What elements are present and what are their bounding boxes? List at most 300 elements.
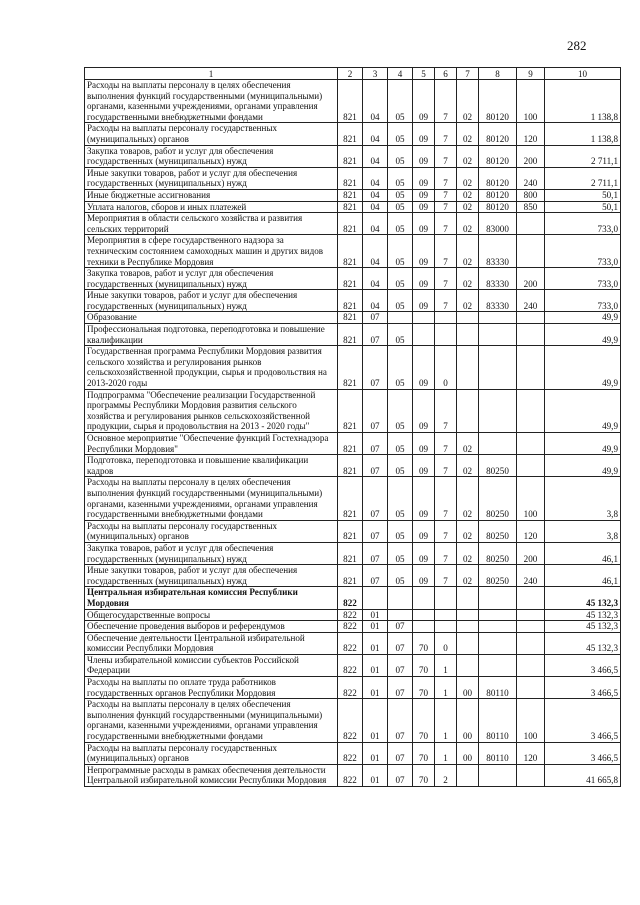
measure-cell: 02 (457, 433, 479, 455)
expense-type-cell: 100 (517, 699, 545, 742)
measure-cell: 00 (457, 699, 479, 742)
amount-cell: 49,9 (545, 455, 621, 477)
column-header-7: 7 (457, 68, 479, 80)
table-row (85, 268, 621, 290)
table-row (85, 201, 621, 213)
program-cell: 09 (413, 542, 435, 564)
column-header-9: 9 (517, 68, 545, 80)
name-cell: Основное мероприятие "Обеспечение функций Гостехнадзора Республики Мордовия" (85, 433, 338, 455)
amount-cell: 733,0 (545, 268, 621, 290)
admin-code-cell: 821 (338, 123, 363, 145)
program-cell: 70 (413, 677, 435, 699)
measure-cell: 02 (457, 542, 479, 564)
direction-cell (479, 312, 517, 324)
table-row (85, 213, 621, 235)
admin-code-cell: 822 (338, 764, 363, 786)
direction-cell (479, 433, 517, 455)
program-cell (413, 609, 435, 621)
name-cell: Обеспечение проведения выборов и референдумов (85, 621, 338, 633)
admin-code-cell: 821 (338, 80, 363, 123)
table-row (85, 235, 621, 268)
expense-type-cell (517, 654, 545, 676)
table-row (85, 677, 621, 699)
name-cell: Члены избирательной комиссии субъектов Российской Федерации (85, 654, 338, 676)
table-row (85, 621, 621, 633)
direction-cell: 80120 (479, 145, 517, 167)
name-cell: Подпрограмма "Обеспечение реализации Государственной программы Республики Мордовия развития сельского хозяйства и регулирования рынков сельскохозяйственной продукции, сырья и продовольствия на 2013 - 2020 годы" (85, 389, 338, 432)
section-cell: 07 (363, 455, 388, 477)
expense-type-cell (517, 764, 545, 786)
measure-cell: 02 (457, 520, 479, 542)
program-cell: 09 (413, 145, 435, 167)
amount-cell: 733,0 (545, 290, 621, 312)
direction-cell (479, 346, 517, 389)
subprogram-cell: 7 (435, 213, 457, 235)
expense-type-cell: 240 (517, 167, 545, 189)
table-row (85, 346, 621, 389)
direction-cell: 80120 (479, 80, 517, 123)
admin-code-cell: 821 (338, 433, 363, 455)
section-cell: 04 (363, 189, 388, 201)
admin-code-cell: 821 (338, 455, 363, 477)
section-cell: 01 (363, 609, 388, 621)
admin-code-cell: 821 (338, 565, 363, 587)
amount-cell: 45 132,3 (545, 609, 621, 621)
measure-cell (457, 312, 479, 324)
amount-cell: 3,8 (545, 520, 621, 542)
amount-cell: 49,9 (545, 433, 621, 455)
direction-cell: 80120 (479, 123, 517, 145)
program-cell: 70 (413, 654, 435, 676)
program-cell (413, 621, 435, 633)
name-cell: Иные бюджетные ассигнования (85, 189, 338, 201)
name-cell: Мероприятия в области сельского хозяйства и развития сельских территорий (85, 213, 338, 235)
measure-cell: 02 (457, 189, 479, 201)
column-header-5: 5 (413, 68, 435, 80)
amount-cell: 46,1 (545, 542, 621, 564)
program-cell: 09 (413, 80, 435, 123)
direction-cell: 80250 (479, 565, 517, 587)
measure-cell: 02 (457, 80, 479, 123)
subprogram-cell: 1 (435, 654, 457, 676)
table-row (85, 632, 621, 654)
name-cell: Мероприятия в сфере государственного надзора за техническим состоянием самоходных машин и других видов техники в Республике Мордовия (85, 235, 338, 268)
expense-type-cell (517, 621, 545, 633)
subprogram-cell: 7 (435, 268, 457, 290)
amount-cell: 49,9 (545, 312, 621, 324)
name-cell: Закупка товаров, работ и услуг для обеспечения государственных (муниципальных) нужд (85, 268, 338, 290)
section-cell: 07 (363, 312, 388, 324)
measure-cell (457, 609, 479, 621)
section-cell: 01 (363, 764, 388, 786)
expense-type-cell: 120 (517, 742, 545, 764)
subprogram-cell: 7 (435, 167, 457, 189)
table-row (85, 520, 621, 542)
measure-cell: 00 (457, 742, 479, 764)
table-row (85, 290, 621, 312)
program-cell (413, 587, 435, 609)
subprogram-cell (435, 587, 457, 609)
admin-code-cell: 821 (338, 520, 363, 542)
section-cell (363, 587, 388, 609)
program-cell (413, 324, 435, 346)
expense-type-cell (517, 389, 545, 432)
subsection-cell: 07 (388, 632, 413, 654)
subsection-cell: 07 (388, 677, 413, 699)
amount-cell: 733,0 (545, 235, 621, 268)
name-cell: Непрограммные расходы в рамках обеспечения деятельности Центральной избирательной комиссии Республики Мордовия (85, 764, 338, 786)
name-cell: Закупка товаров, работ и услуг для обеспечения государственных (муниципальных) нужд (85, 542, 338, 564)
section-cell: 04 (363, 167, 388, 189)
subsection-cell: 05 (388, 433, 413, 455)
subsection-cell: 05 (388, 346, 413, 389)
name-cell: Уплата налогов, сборов и иных платежей (85, 201, 338, 213)
table-row (85, 433, 621, 455)
subsection-cell: 07 (388, 764, 413, 786)
column-header-1: 1 (85, 68, 338, 80)
measure-cell (457, 764, 479, 786)
direction-cell: 83000 (479, 213, 517, 235)
amount-cell: 41 665,8 (545, 764, 621, 786)
program-cell: 70 (413, 764, 435, 786)
subsection-cell: 05 (388, 235, 413, 268)
expense-type-cell: 850 (517, 201, 545, 213)
admin-code-cell: 821 (338, 145, 363, 167)
amount-cell: 3,8 (545, 477, 621, 520)
subprogram-cell (435, 621, 457, 633)
table-row (85, 80, 621, 123)
amount-cell: 3 466,5 (545, 699, 621, 742)
measure-cell (457, 389, 479, 432)
amount-cell: 49,9 (545, 346, 621, 389)
direction-cell (479, 654, 517, 676)
amount-cell: 46,1 (545, 565, 621, 587)
admin-code-cell: 822 (338, 587, 363, 609)
subsection-cell: 05 (388, 123, 413, 145)
measure-cell (457, 654, 479, 676)
direction-cell (479, 587, 517, 609)
admin-code-cell: 822 (338, 654, 363, 676)
expense-type-cell (517, 235, 545, 268)
subprogram-cell: 7 (435, 565, 457, 587)
subprogram-cell: 1 (435, 742, 457, 764)
program-cell: 09 (413, 433, 435, 455)
direction-cell: 80110 (479, 699, 517, 742)
table-row (85, 587, 621, 609)
name-cell: Расходы на выплаты персоналу в целях обеспечения выполнения функций государственными (муниципальными) органами, казенными учреждениями, органами управления государственными внебюджетными фондами (85, 477, 338, 520)
subprogram-cell: 7 (435, 201, 457, 213)
admin-code-cell: 821 (338, 201, 363, 213)
program-cell: 09 (413, 213, 435, 235)
direction-cell: 80110 (479, 742, 517, 764)
direction-cell: 80250 (479, 455, 517, 477)
program-cell: 70 (413, 632, 435, 654)
table-row (85, 123, 621, 145)
direction-cell: 80120 (479, 189, 517, 201)
amount-cell: 2 711,1 (545, 145, 621, 167)
section-cell: 04 (363, 213, 388, 235)
program-cell: 09 (413, 477, 435, 520)
admin-code-cell: 821 (338, 477, 363, 520)
subprogram-cell (435, 609, 457, 621)
measure-cell (457, 324, 479, 346)
subsection-cell: 05 (388, 324, 413, 346)
table-row (85, 324, 621, 346)
measure-cell: 02 (457, 213, 479, 235)
measure-cell: 02 (457, 477, 479, 520)
section-cell: 07 (363, 346, 388, 389)
section-cell: 07 (363, 433, 388, 455)
table-row (85, 477, 621, 520)
expense-type-cell: 120 (517, 123, 545, 145)
name-cell: Расходы на выплаты персоналу в целях обеспечения выполнения функций государственными (муниципальными) органами, казенными учреждениями, органами управления государственными внебюджетными фондами (85, 699, 338, 742)
admin-code-cell: 821 (338, 312, 363, 324)
admin-code-cell: 821 (338, 290, 363, 312)
subsection-cell: 05 (388, 290, 413, 312)
admin-code-cell: 821 (338, 346, 363, 389)
measure-cell: 02 (457, 455, 479, 477)
direction-cell: 83330 (479, 290, 517, 312)
admin-code-cell: 821 (338, 189, 363, 201)
subsection-cell: 07 (388, 742, 413, 764)
expense-type-cell: 100 (517, 477, 545, 520)
table-row (85, 145, 621, 167)
expense-type-cell (517, 455, 545, 477)
subsection-cell: 05 (388, 565, 413, 587)
admin-code-cell: 822 (338, 699, 363, 742)
budget-table (84, 67, 621, 787)
direction-cell: 80120 (479, 167, 517, 189)
column-header-10: 10 (545, 68, 621, 80)
section-cell: 04 (363, 201, 388, 213)
admin-code-cell: 822 (338, 609, 363, 621)
expense-type-cell: 200 (517, 145, 545, 167)
expense-type-cell: 800 (517, 189, 545, 201)
name-cell: Расходы на выплаты персоналу государственных (муниципальных) органов (85, 742, 338, 764)
subprogram-cell: 7 (435, 477, 457, 520)
name-cell: Иные закупки товаров, работ и услуг для обеспечения государственных (муниципальных) нужд (85, 290, 338, 312)
column-header-4: 4 (388, 68, 413, 80)
section-cell: 01 (363, 632, 388, 654)
column-header-8: 8 (479, 68, 517, 80)
table-row (85, 455, 621, 477)
name-cell: Расходы на выплаты по оплате труда работников государственных органов Республики Мордовия (85, 677, 338, 699)
amount-cell: 45 132,3 (545, 632, 621, 654)
subprogram-cell: 7 (435, 145, 457, 167)
direction-cell (479, 632, 517, 654)
column-header-3: 3 (363, 68, 388, 80)
expense-type-cell (517, 324, 545, 346)
amount-cell: 3 466,5 (545, 654, 621, 676)
section-cell: 01 (363, 654, 388, 676)
name-cell: Образование (85, 312, 338, 324)
section-cell: 07 (363, 324, 388, 346)
program-cell: 70 (413, 742, 435, 764)
admin-code-cell: 821 (338, 167, 363, 189)
section-cell: 07 (363, 565, 388, 587)
subprogram-cell: 1 (435, 677, 457, 699)
section-cell: 07 (363, 477, 388, 520)
measure-cell: 02 (457, 268, 479, 290)
subprogram-cell: 7 (435, 235, 457, 268)
program-cell: 09 (413, 455, 435, 477)
direction-cell: 83330 (479, 268, 517, 290)
program-cell: 09 (413, 290, 435, 312)
expense-type-cell: 240 (517, 565, 545, 587)
table-row (85, 654, 621, 676)
subprogram-cell: 2 (435, 764, 457, 786)
expense-type-cell (517, 677, 545, 699)
program-cell: 09 (413, 189, 435, 201)
expense-type-cell (517, 213, 545, 235)
admin-code-cell: 821 (338, 235, 363, 268)
section-cell: 04 (363, 235, 388, 268)
page-number: 282 (567, 38, 587, 53)
table-row (85, 189, 621, 201)
subprogram-cell: 1 (435, 699, 457, 742)
subsection-cell: 07 (388, 699, 413, 742)
admin-code-cell: 821 (338, 324, 363, 346)
program-cell (413, 312, 435, 324)
program-cell: 09 (413, 346, 435, 389)
admin-code-cell: 822 (338, 621, 363, 633)
expense-type-cell (517, 632, 545, 654)
amount-cell: 733,0 (545, 213, 621, 235)
measure-cell: 02 (457, 201, 479, 213)
direction-cell: 83330 (479, 235, 517, 268)
section-cell: 07 (363, 542, 388, 564)
table-row (85, 742, 621, 764)
column-header-2: 2 (338, 68, 363, 80)
table-row (85, 389, 621, 432)
section-cell: 07 (363, 389, 388, 432)
measure-cell: 02 (457, 565, 479, 587)
subprogram-cell: 7 (435, 389, 457, 432)
measure-cell (457, 346, 479, 389)
table-row (85, 542, 621, 564)
subsection-cell: 05 (388, 80, 413, 123)
direction-cell: 80250 (479, 477, 517, 520)
subsection-cell: 05 (388, 189, 413, 201)
amount-cell: 3 466,5 (545, 677, 621, 699)
subsection-cell: 07 (388, 654, 413, 676)
expense-type-cell: 240 (517, 290, 545, 312)
name-cell: Закупка товаров, работ и услуг для обеспечения государственных (муниципальных) нужд (85, 145, 338, 167)
subsection-cell: 05 (388, 477, 413, 520)
direction-cell (479, 764, 517, 786)
name-cell: Обеспечение деятельности Центральной избирательной комиссии Республики Мордовия (85, 632, 338, 654)
subprogram-cell: 7 (435, 290, 457, 312)
amount-cell: 50,1 (545, 189, 621, 201)
expense-type-cell (517, 433, 545, 455)
table-row (85, 764, 621, 786)
expense-type-cell: 100 (517, 80, 545, 123)
program-cell: 09 (413, 123, 435, 145)
section-cell: 07 (363, 520, 388, 542)
direction-cell: 80250 (479, 520, 517, 542)
admin-code-cell: 822 (338, 677, 363, 699)
name-cell: Профессиональная подготовка, переподготовка и повышение квалификации (85, 324, 338, 346)
admin-code-cell: 822 (338, 632, 363, 654)
admin-code-cell: 821 (338, 389, 363, 432)
subsection-cell: 05 (388, 542, 413, 564)
subsection-cell (388, 609, 413, 621)
subsection-cell: 05 (388, 145, 413, 167)
amount-cell: 3 466,5 (545, 742, 621, 764)
admin-code-cell: 821 (338, 542, 363, 564)
table-row (85, 167, 621, 189)
table-row (85, 609, 621, 621)
table-row (85, 699, 621, 742)
program-cell: 09 (413, 389, 435, 432)
section-cell: 04 (363, 290, 388, 312)
subsection-cell: 05 (388, 213, 413, 235)
expense-type-cell (517, 587, 545, 609)
amount-cell: 49,9 (545, 324, 621, 346)
measure-cell (457, 621, 479, 633)
name-cell: Общегосударственные вопросы (85, 609, 338, 621)
subprogram-cell: 0 (435, 346, 457, 389)
section-cell: 01 (363, 699, 388, 742)
measure-cell: 02 (457, 235, 479, 268)
subsection-cell: 05 (388, 201, 413, 213)
amount-cell: 50,1 (545, 201, 621, 213)
section-cell: 01 (363, 742, 388, 764)
table-row (85, 312, 621, 324)
subprogram-cell: 7 (435, 455, 457, 477)
direction-cell (479, 609, 517, 621)
direction-cell: 80120 (479, 201, 517, 213)
subsection-cell: 05 (388, 389, 413, 432)
subsection-cell: 05 (388, 167, 413, 189)
admin-code-cell: 821 (338, 213, 363, 235)
section-cell: 04 (363, 145, 388, 167)
subsection-cell: 07 (388, 621, 413, 633)
subprogram-cell: 7 (435, 80, 457, 123)
amount-cell: 1 138,8 (545, 123, 621, 145)
subprogram-cell: 7 (435, 123, 457, 145)
program-cell: 09 (413, 201, 435, 213)
admin-code-cell: 822 (338, 742, 363, 764)
direction-cell: 80110 (479, 677, 517, 699)
name-cell: Расходы на выплаты персоналу государственных (муниципальных) органов (85, 520, 338, 542)
admin-code-cell: 821 (338, 268, 363, 290)
direction-cell (479, 324, 517, 346)
amount-cell: 1 138,8 (545, 80, 621, 123)
subsection-cell: 05 (388, 520, 413, 542)
amount-cell: 45 132,3 (545, 587, 621, 609)
section-cell: 04 (363, 123, 388, 145)
measure-cell: 00 (457, 677, 479, 699)
program-cell: 09 (413, 235, 435, 268)
subsection-cell: 05 (388, 455, 413, 477)
section-cell: 01 (363, 677, 388, 699)
expense-type-cell (517, 346, 545, 389)
subsection-cell (388, 587, 413, 609)
measure-cell: 02 (457, 145, 479, 167)
direction-cell: 80250 (479, 542, 517, 564)
section-cell: 04 (363, 80, 388, 123)
direction-cell (479, 389, 517, 432)
expense-type-cell (517, 312, 545, 324)
program-cell: 09 (413, 520, 435, 542)
expense-type-cell (517, 609, 545, 621)
amount-cell: 45 132,3 (545, 621, 621, 633)
section-cell: 04 (363, 268, 388, 290)
measure-cell: 02 (457, 290, 479, 312)
subprogram-cell: 7 (435, 542, 457, 564)
program-cell: 09 (413, 268, 435, 290)
